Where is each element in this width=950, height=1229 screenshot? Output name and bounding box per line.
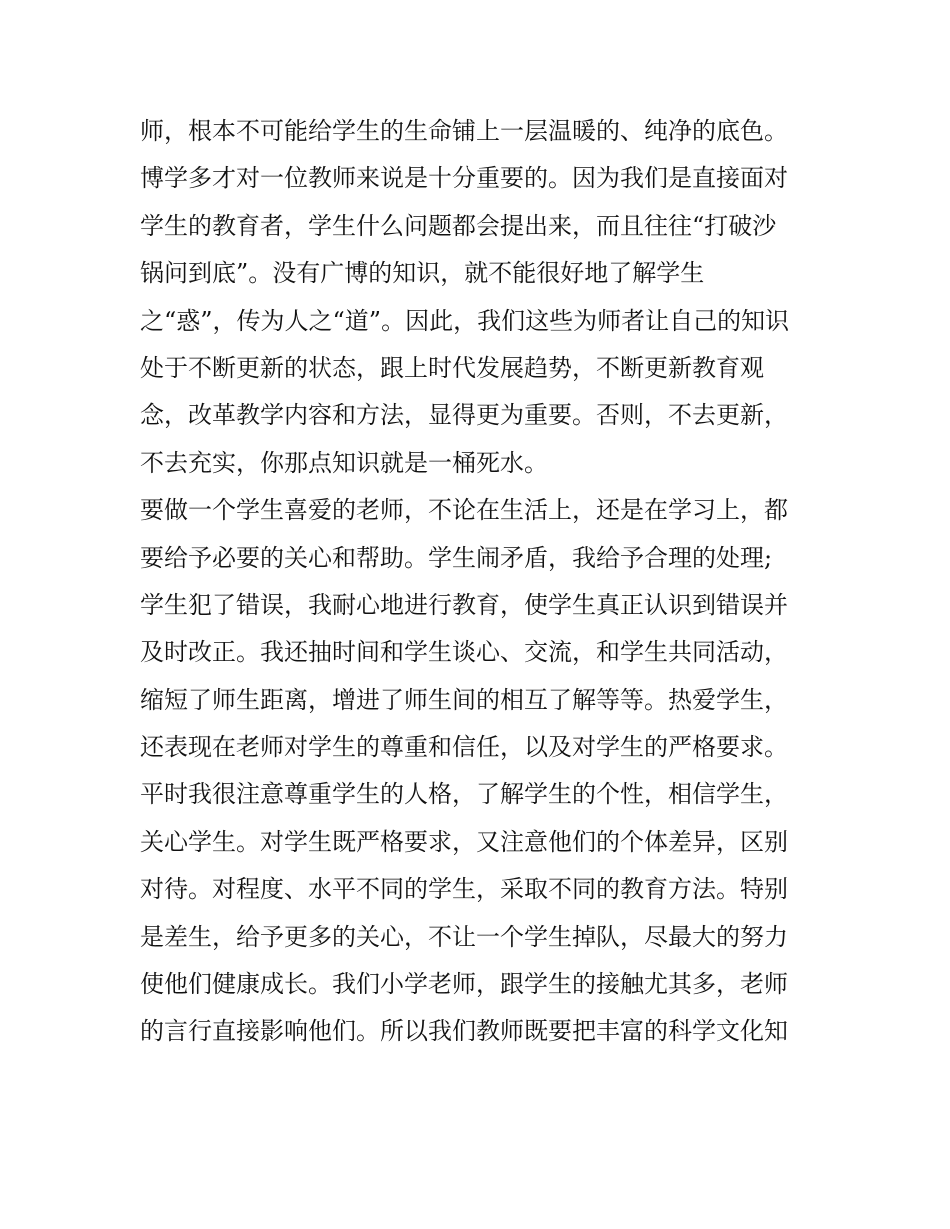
text-line: 博学多才对一位教师来说是十分重要的。因为我们是直接面对 — [140, 164, 788, 193]
text-line: 使他们健康成长。我们小学老师，跟学生的接触尤其多，老师 — [140, 970, 788, 999]
text-line: 锅问到底”。没有广博的知识，就不能很好地了解学生 — [140, 259, 705, 288]
body-text — [140, 108, 830, 1056]
text-line: 是差生，给予更多的关心，不让一个学生掉队，尽最大的努力 — [140, 922, 788, 951]
text-line: 之“惑”，传为人之“道”。因此，我们这些为师者让自己的知识 — [140, 306, 790, 335]
text-line: 还表现在老师对学生的尊重和信任，以及对学生的严格要求。 — [140, 733, 788, 762]
text-line: 的言行直接影响他们。所以我们教师既要把丰富的科学文化知 — [140, 1017, 788, 1046]
text-line: 念，改革教学内容和方法，显得更为重要。否则，不去更新， — [140, 401, 788, 430]
text-line: 师，根本不可能给学生的生命铺上一层温暖的、纯净的底色。 — [140, 117, 788, 145]
text-line: 及时改正。我还抽时间和学生谈心、交流，和学生共同活动， — [140, 638, 788, 667]
text-line: 处于不断更新的状态，跟上时代发展趋势，不断更新教育观 — [140, 353, 764, 382]
text-line: 要做一个学生喜爱的老师，不论在生活上，还是在学习上，都 — [140, 496, 788, 525]
text-line: 要给予必要的关心和帮助。学生闹矛盾，我给予合理的处理; — [140, 543, 773, 572]
text-line: 学生的教育者，学生什么问题都会提出来，而且往往“打破沙 — [140, 211, 777, 240]
text-line: 关心学生。对学生既严格要求，又注意他们的个体差异，区别 — [140, 827, 788, 856]
text-line: 不去充实，你那点知识就是一桶死水。 — [140, 448, 548, 477]
text-line: 学生犯了错误，我耐心地进行教育，使学生真正认识到错误并 — [140, 590, 788, 619]
text-line: 平时我很注意尊重学生的人格，了解学生的个性，相信学生， — [140, 780, 788, 809]
text-line: 缩短了师生距离，增进了师生间的相互了解等等。热爱学生， — [140, 685, 788, 714]
text-line: 对待。对程度、水平不同的学生，采取不同的教育方法。特别 — [140, 875, 788, 904]
